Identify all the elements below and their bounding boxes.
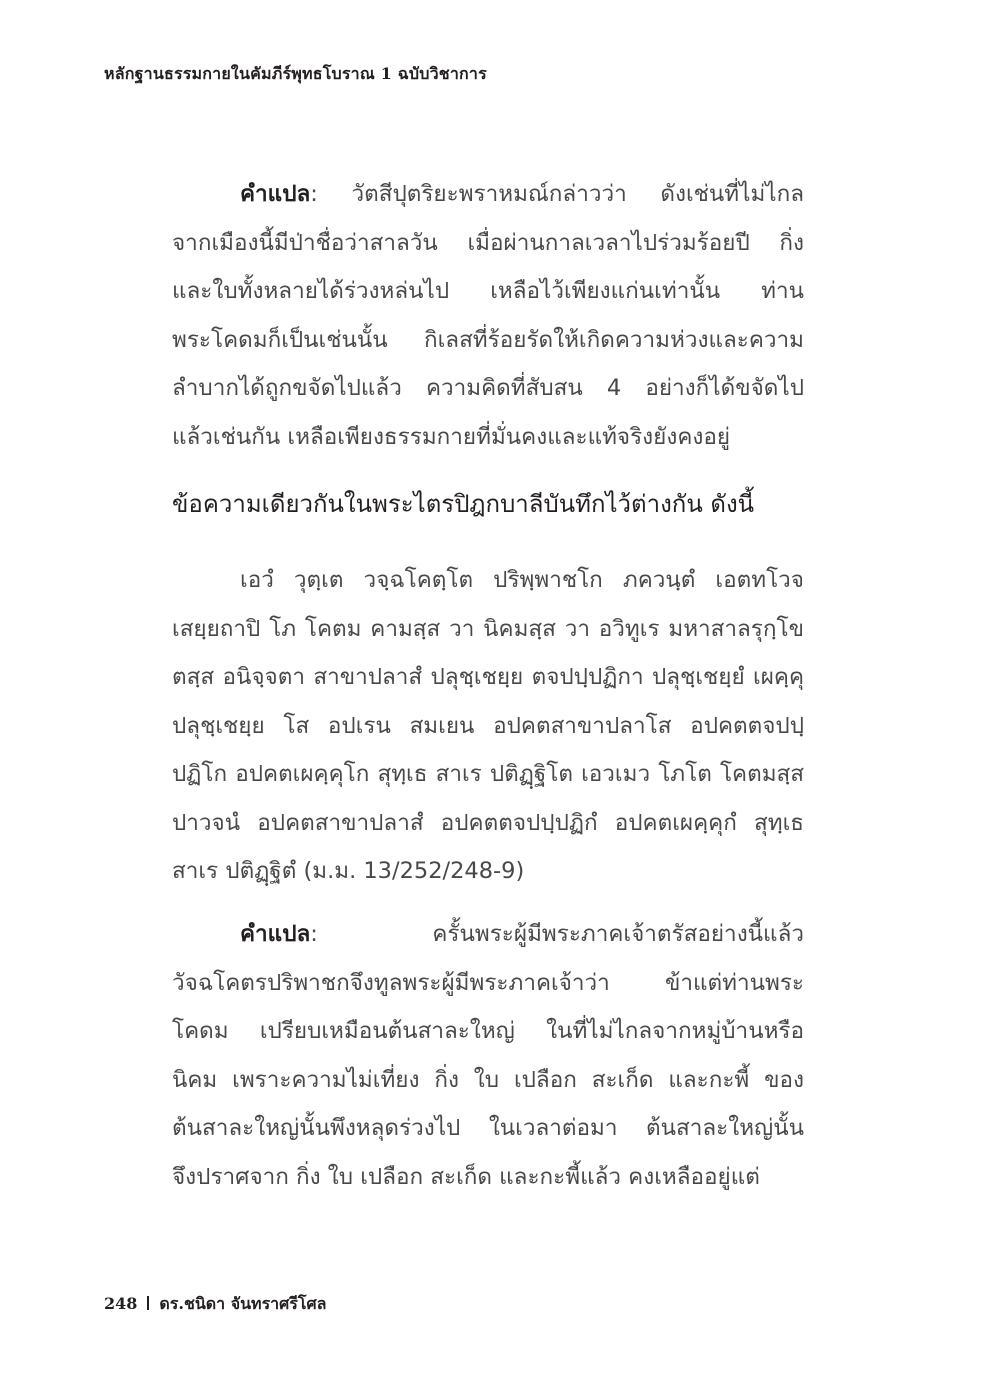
text-line: ต้นสาละใหญ่นั้นพึงหลุดร่วงไป ในเวลาต่อมา ต้นสาละใหญ่นั้น (172, 1115, 804, 1141)
translation-paragraph-1 (172, 170, 804, 461)
text-line: ปาวจนํ อปคตสาขาปลาสํ อปคตตจปปฺปฏิกํ อปคตเผคฺคุกํ สุทฺเธ (172, 809, 804, 836)
footer-separator (147, 1296, 149, 1310)
text-line: แล้วเช่นกัน เหลือเพียงธรรมกายที่มั่นคงและแท้จริงยังคงอยู่ (172, 423, 731, 450)
text-line: คำแปล: วัตสีปุตริยะพราหมณ์กล่าวว่า ดังเช่นที่ไม่ไกล (240, 181, 804, 207)
text-line: คำแปล: ครั้นพระผู้มีพระภาคเจ้าตรัสอย่างนี้แล้ว (240, 921, 804, 947)
text-line: และใบทั้งหลายได้ร่วงหล่นไป เหลือไว้เพียงแก่นเท่านั้น ท่าน (172, 278, 804, 304)
translation-label: คำแปล (240, 181, 311, 207)
text-line: พระโคดมก็เป็นเช่นนั้น กิเลสที่ร้อยรัดให้เกิดความห่วงและความ (172, 326, 804, 353)
text-line: ปลุชฺเชยฺย โส อปเรน สมเยน อปคตสาขาปลาโส อปคตตจปปฺ (172, 712, 804, 739)
text-line: วัจฉโคตรปริพาชกจึงทูลพระผู้มีพระภาคเจ้าว่า ข้าแต่ท่านพระ (172, 969, 804, 996)
author-name: ดร.ชนิดา จันทราศรีโศล (159, 1294, 327, 1313)
page-footer (104, 1292, 326, 1317)
text-line: เอวํ วุตฺเต วจฺฉโคตฺโต ปริพฺพาชโก ภควนฺตํ เอตทโวจ (240, 567, 804, 593)
text-line: ลำบากได้ถูกขจัดไปแล้ว ความคิดที่สับสน 4 อย่างก็ได้ขจัดไป (172, 375, 804, 401)
page-number: 248 (104, 1294, 138, 1313)
translation-paragraph-2 (172, 910, 804, 1201)
text-line: ปฏิโก อปคตเผคฺคุโก สุทฺเธ สาเร ปติฏฺฐิโต เอวเมว โภโต โคตมสฺส (172, 761, 804, 787)
text-line: จากเมืองนี้มีป่าชื่อว่าสาลวัน เมื่อผ่านกาลเวลาไปร่วมร้อยปี กิ่ง (172, 229, 804, 256)
text-line: เสยฺยถาปิ โภ โคตม คามสฺส วา นิคมสฺส วา อวิทูเร มหาสาลรุกฺโข (172, 615, 804, 642)
text-line: สาเร ปติฏฺฐิตํ (ม.ม. 13/252/248-9) (172, 858, 525, 884)
text-line: ตสฺส อนิจฺจตา สาขาปลาสํ ปลุชฺเชยฺย ตจปปฺปฏิกา ปลุชฺเชยฺยํ เผคฺคุ (172, 664, 804, 690)
translation-label: คำแปล (240, 921, 311, 947)
text-line: นิคม เพราะความไม่เที่ยง กิ่ง ใบ เปลือก สะเก็ด และกะพี้ ของ (172, 1066, 804, 1093)
pali-paragraph (172, 556, 804, 896)
text-line: โคดม เปรียบเหมือนต้นสาละใหญ่ ในที่ไม่ไกลจากหมู่บ้านหรือ (172, 1018, 804, 1044)
section-heading: ข้อความเดียวกันในพระไตรปิฎกบาลีบันทึกไว้ต่างกัน ดังนี้ (172, 490, 755, 518)
running-header: หลักฐานธรรมกายในคัมภีร์พุทธโบราณ 1 ฉบับวิชาการ (104, 64, 487, 83)
text-line: จึงปราศจาก กิ่ง ใบ เปลือก สะเก็ด และกะพี้แล้ว คงเหลืออยู่แต่ (172, 1163, 760, 1190)
